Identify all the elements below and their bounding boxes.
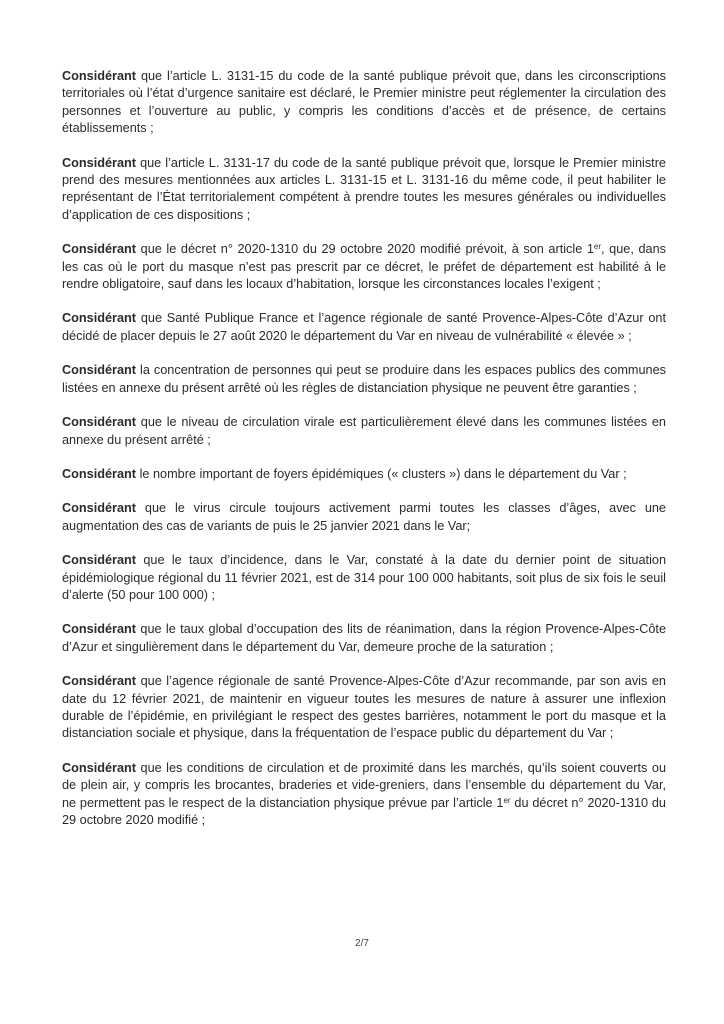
considerant-lead: Considérant [62,363,137,378]
paragraph-text: du décret n° 2020-1310 du 29 octobre 2020 modifié ; [62,795,666,827]
paragraph-text: que le niveau de circulation virale est particulièrement élevé dans les communes listées en annexe du présent arrêté ; [62,415,666,447]
paragraph-text: la concentration de personnes qui peut se produire dans les espaces publics des communes listées en annexe du présent arrêté où les règles de distanciation physique ne peuvent être garanties ; [62,363,666,395]
paragraph-text: que le taux global d’occupation des lits de réanimation, dans la région Provence-Alpes-Côte d’Azur et singulièrement dans le département du Var, demeure proche de la saturation ; [62,622,666,654]
paragraph-text: que le taux d’incidence, dans le Var, constaté à la date du dernier point de situation épidémiologique régional du 11 février 2021, est de 314 pour 100 000 habitants, soit plus de six fois le seuil d’alerte (50 pour 100 000) ; [62,553,666,602]
paragraph-text: que l’agence régionale de santé Provence-Alpes-Côte d’Azur recommande, par son avis en date du 12 février 2021, de maintenir en vigueur toutes les mesures de nature à assurer une inflexion durable de l’épidémie, en privilégiant le respect des gestes barrières, notamment le port du masque et la distanciation sociale et physique, dans la fréquentation de l’espace public du département du Var ; [62,674,666,741]
paragraph-text: que les conditions de circulation et de proximité dans les marchés, qu’ils soient couverts ou de plein air, y compris les brocantes, braderies et vide-greniers, dans l’ensemble du département du Var, ne permettent pas le respect de la distanciation physique prévue par l’article 1 [62,760,667,810]
considerant-lead: Considérant [62,311,137,326]
considerant-paragraph-11 [62,673,666,743]
paragraph-text: le nombre important de foyers épidémiques (« clusters ») dans le département du Var ; [139,466,627,481]
considerant-paragraph-1 [62,68,666,138]
superscript: er [503,795,511,805]
paragraph-text: que le décret n° 2020-1310 du 29 octobre 2020 modifié prévoit, à son article 1 [140,242,594,257]
considerant-paragraph-5 [62,362,666,397]
paragraph-text: que le virus circule toujours activement parmi toutes les classes d’âges, avec une augmentation des cas de variants de puis le 25 janvier 2021 dans le Var; [62,501,666,533]
page-number: 2/7 [355,938,369,949]
considerant-lead: Considérant [62,415,137,430]
considerant-lead: Considérant [62,622,137,637]
paragraph-text: que Santé Publique France et l’agence régionale de santé Provence-Alpes-Côte d’Azur ont décidé de placer depuis le 27 août 2020 le département du Var en niveau de vulnérabilité « élevée » ; [62,311,666,343]
considerant-paragraph-8 [62,500,666,535]
considerant-paragraph-4 [62,310,666,345]
considerant-paragraph-3 [62,241,666,293]
paragraph-text: , que, dans les cas où le port du masque n’est pas prescrit par ce décret, le préfet de département est habilité à le rendre obligatoire, sauf dans les locaux d’habitation, lorsque les circonstances locales l’exigent ; [62,242,666,292]
considerant-lead: Considérant [62,674,137,689]
considerant-paragraph-12 [62,760,666,830]
considerant-paragraph-10 [62,621,666,656]
considerant-lead: Considérant [62,553,137,568]
considerant-lead: Considérant [62,501,137,516]
considerant-lead: Considérant [62,242,137,257]
superscript: er [593,242,602,252]
considerant-paragraph-6 [62,414,666,449]
paragraph-text: que l’article L. 3131-15 du code de la santé publique prévoit que, dans les circonscriptions territoriales où l’état d’urgence sanitaire est déclaré, le Premier ministre peut réglementer la circulation des personnes et l’ouverture au public, y compris les conditions d’accès et de présence, de certains établissements ; [62,69,666,136]
considerant-lead: Considérant [62,466,137,481]
paragraph-text: que l’article L. 3131-17 du code de la santé publique prévoit que, lorsque le Premier ministre prend des mesures mentionnées aux articles L. 3131-15 et L. 3131-16 du même code, il peut habiliter le représentant de l’État territorialement compétent à prendre toutes les mesures générales ou individuelles d’application de ces dispositions ; [62,155,666,222]
considerant-paragraph-9 [62,552,666,604]
considerant-paragraph-2 [62,155,666,225]
considerant-paragraph-7 [62,466,666,483]
considerant-lead: Considérant [62,760,137,775]
considerant-lead: Considérant [62,155,137,170]
considerant-lead: Considérant [62,69,137,83]
